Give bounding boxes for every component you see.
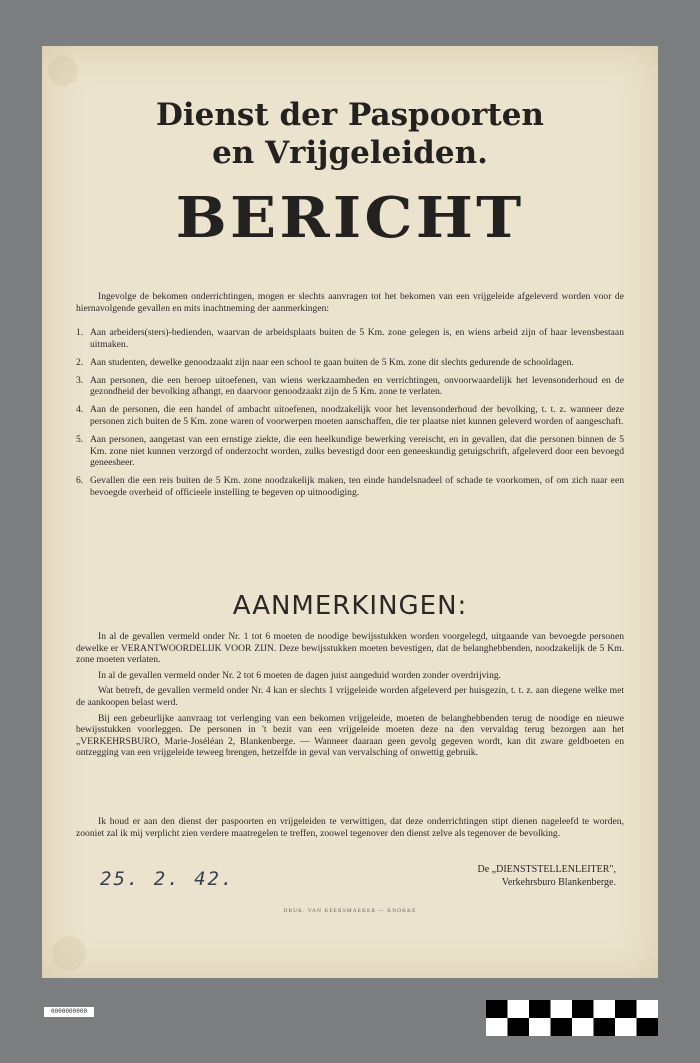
closing-section	[76, 816, 624, 839]
printer-credit: DRUK. VAN KEERSMAEKER — KNOKKE	[283, 908, 417, 914]
archive-label: 0000000000	[44, 1007, 94, 1017]
signature-title: De „DIENSTSTELLENLEITER",	[477, 864, 616, 875]
item-text: Gevallen die een reis buiten de 5 Km. zone noodzakelijk maken, ten einde handelsnadeel of schade te voorkomen, of om zich naar een bevoegde overheid of officieele instelling te begeven op uitnoodiging.	[90, 475, 624, 499]
item-number: 6.	[76, 475, 84, 487]
item-number: 3.	[76, 374, 84, 386]
intro-paragraph: Ingevolge de bekomen onderrichtingen, mogen er slechts aanvragen tot het bekomen van een vrijgeleide afgeleverd worden voor de hiernavolgende gevallen en mits inachtneming der aanmerkingen:	[76, 291, 624, 314]
heading-aanmerkingen: AANMERKINGEN:	[232, 591, 468, 621]
note-paragraph: Bij een gebeurlijke aanvraag tot verlenging van een bekomen vrijgeleide, moeten de belanghebbenden terug de noodige en nieuwe bewijsstukken voorleggen. De personen in 't bezit van een vrijgeleide moeten deze na den vervaldag terug bezorgen aan het „VERKEHRSBURO, Marie-Joséléan 2, Blankenberge. — Wanneer daaraan geen gevolg gegeven wordt, kan dit zware geldboeten en ontzegging van een vrijgeleide teweeg brengen, hetzelfde in geval van vervalsching of onwettig gebruik.	[76, 712, 624, 759]
handwritten-date: 25. 2. 42.	[100, 868, 235, 890]
note-paragraph: In al de gevallen vermeld onder Nr. 1 tot 6 moeten de noodige bewijsstukken worden voorgelegd, uitgaande van bevoegde personen dewelke er VERANTWOORDELIJK VOOR ZIJN. Deze bewijsstukken moeten bevestigen, dat de belanghebbenden, noodzakelijk de 5 Km. zone moeten verlaten.	[76, 631, 624, 666]
item-text: Aan personen, die een beroep uitoefenen, van wiens werkzaamheden en verrichtingen, onvoorwaardelijk het levensonderhoud en de gezondheid der bevolking afhangt, en daarvoor genoodzaakt zijn de 5 Km. zone te verlaten.	[90, 374, 624, 398]
paper-stain	[48, 56, 78, 86]
poster-document	[42, 46, 658, 978]
heading-bericht: BERICHT	[175, 185, 525, 251]
signature-office: Verkehrsburo Blankenberge.	[501, 877, 616, 888]
case-list	[76, 327, 624, 505]
item-number: 5.	[76, 434, 84, 446]
note-paragraph: Wat betreft, de gevallen vermeld onder Nr. 4 kan er slechts 1 vrijgeleide worden afgeleverd per huisgezin, t. t. z. aan diegene welke met de aankoopen belast werd.	[76, 685, 624, 708]
notes-section	[76, 631, 624, 763]
signature-block	[478, 863, 617, 889]
item-number: 4.	[76, 404, 84, 416]
item-number: 1.	[76, 327, 84, 338]
list-item	[76, 357, 624, 369]
note-paragraph: In al de gevallen vermeld onder Nr. 2 tot 6 moeten de dagen juist aangeduid worden zonder overdrijving.	[98, 669, 502, 681]
list-item	[76, 327, 624, 350]
item-text: Aan studenten, dewelke genoodzaakt zijn naar een school te gaan buiten de 5 Km. zone dit slechts gedurende de schooldagen.	[90, 356, 574, 368]
list-item	[76, 404, 624, 427]
item-text: Aan arbeiders(sters)-bedienden, waarvan de arbeidsplaats buiten de 5 Km. zone gelegen is, en wiens arbeid zijn of haar levensbestaan uitmaken.	[90, 327, 624, 350]
paper-stain	[52, 936, 86, 970]
item-number: 2.	[76, 356, 84, 368]
closing-paragraph: Ik houd er aan den dienst der paspoorten en vrijgeleiden te verwittigen, dat deze onderrichtingen stipt dienen nageleefd te worden, zooniet zal ik mij verplicht zien verdere maatregelen te treffen, zoowel tegenover den dienst zelve als tegenover de bevolking.	[76, 816, 624, 839]
title-line-1: Dienst der Paspoorten	[156, 97, 544, 133]
color-calibration-checker	[486, 1000, 658, 1036]
title-line-2: en Vrijgeleiden.	[212, 135, 488, 171]
item-text: Aan de personen, die een handel of ambacht uitoefenen, noodzakelijk voor het levensonderhoud der bevolking, t. t. z. wanneer deze personen zich buiten de 5 Km. zone waren of voorwerpen moeten aanschaffen, die ter plaatse niet kunnen geleverd worden of aangeschaft.	[90, 404, 624, 428]
item-text: Aan personen, aangetast van een ernstige ziekte, die een heelkundige bewerking vereischt, en in gevallen, dat die personen binnen de 5 Km. zone niet kunnen verzorgd of onderzocht worden, zulks bevestigd door een geneeskundig getuigschrift, afgeleverd door een bevoegd geneesheer.	[90, 434, 624, 469]
list-item	[76, 375, 624, 398]
list-item	[76, 434, 624, 469]
list-item	[76, 475, 624, 498]
